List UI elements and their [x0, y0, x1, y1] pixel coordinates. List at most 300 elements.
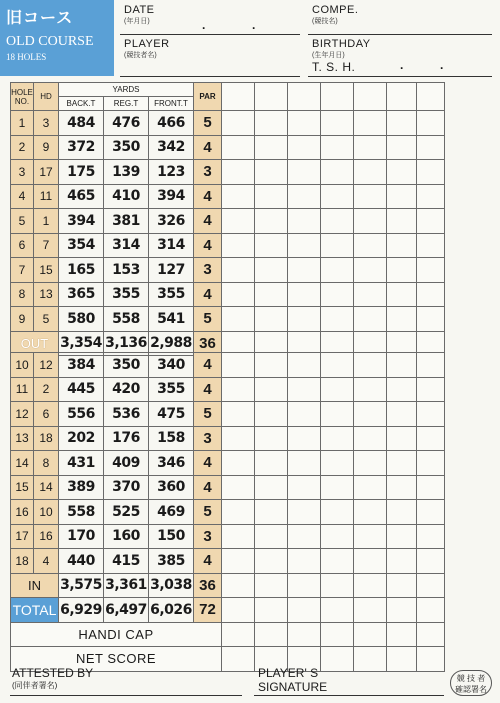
score-cell[interactable]: [387, 451, 417, 476]
par-value: 4: [194, 353, 222, 378]
yards-front: 355: [149, 377, 194, 402]
score-col: [417, 83, 445, 111]
handicap-index: 17: [34, 160, 59, 185]
par-value: 4: [194, 549, 222, 574]
yards-reg: 355: [104, 282, 149, 307]
score-cell[interactable]: [417, 524, 445, 549]
handicap-index: 13: [34, 282, 59, 307]
handicap-index: 7: [34, 233, 59, 258]
in-total: [11, 573, 445, 598]
score-cell[interactable]: [288, 451, 321, 476]
hole-row: [11, 258, 445, 283]
score-cell[interactable]: [387, 209, 417, 234]
grand-total: [11, 598, 445, 623]
out-total-front: 2,988: [149, 331, 194, 356]
score-cell[interactable]: [288, 524, 321, 549]
yards-back: 465: [59, 184, 104, 209]
score-cell[interactable]: [417, 598, 445, 623]
score-cell[interactable]: [222, 258, 255, 283]
score-cell[interactable]: [222, 402, 255, 427]
score-cell[interactable]: [417, 353, 445, 378]
yards-front: 326: [149, 209, 194, 234]
par-value: 4: [194, 209, 222, 234]
in-total-reg: 3,361: [104, 573, 149, 598]
yards-reg: 476: [104, 111, 149, 136]
score-cell[interactable]: [321, 524, 354, 549]
score-cell[interactable]: [288, 353, 321, 378]
par-value: 4: [194, 233, 222, 258]
hole-row: [11, 402, 445, 427]
score-cell[interactable]: [354, 573, 387, 598]
yards-reg: 139: [104, 160, 149, 185]
par-value: 5: [194, 111, 222, 136]
score-cell[interactable]: [288, 307, 321, 332]
yards-back: 558: [59, 500, 104, 525]
course-name-en: OLD COURSE: [6, 34, 94, 49]
score-cell[interactable]: [354, 233, 387, 258]
score-cell[interactable]: [255, 353, 288, 378]
score-cell[interactable]: [417, 451, 445, 476]
score-cell[interactable]: [387, 573, 417, 598]
score-cell[interactable]: [222, 111, 255, 136]
out-total-reg: 3,136: [104, 331, 149, 356]
hole-row: [11, 160, 445, 185]
score-cell[interactable]: [354, 282, 387, 307]
hole-row: [11, 111, 445, 136]
score-cell[interactable]: [387, 647, 417, 672]
score-cell[interactable]: [417, 184, 445, 209]
yards-reg: 381: [104, 209, 149, 234]
handicap-index: 2: [34, 377, 59, 402]
yards-back: 365: [59, 282, 104, 307]
score-cell[interactable]: [222, 451, 255, 476]
score-cell[interactable]: [321, 353, 354, 378]
score-cell[interactable]: [255, 500, 288, 525]
score-col: [354, 83, 387, 111]
score-cell[interactable]: [417, 307, 445, 332]
score-cell[interactable]: [321, 549, 354, 574]
yards-reg: 160: [104, 524, 149, 549]
score-cell[interactable]: [321, 402, 354, 427]
score-cell[interactable]: [354, 377, 387, 402]
handicap-row-label: HANDI CAP: [11, 622, 222, 647]
out-body: [11, 83, 445, 356]
par-value: 4: [194, 475, 222, 500]
score-cell[interactable]: [387, 500, 417, 525]
yards-reg: 420: [104, 377, 149, 402]
score-cell[interactable]: [222, 160, 255, 185]
handicap-index: 6: [34, 402, 59, 427]
column-header-row: [11, 83, 445, 97]
yards-back: 431: [59, 451, 104, 476]
score-cell[interactable]: [288, 475, 321, 500]
score-cell[interactable]: [387, 353, 417, 378]
yards-reg: 176: [104, 426, 149, 451]
score-cell[interactable]: [255, 282, 288, 307]
hole-number: 14: [11, 451, 34, 476]
grand-total-par: 72: [194, 598, 222, 623]
handicap-index: 1: [34, 209, 59, 234]
yards-front: 355: [149, 282, 194, 307]
score-cell[interactable]: [321, 258, 354, 283]
date-underline: [120, 34, 300, 35]
score-cell[interactable]: [354, 500, 387, 525]
hole-row: [11, 549, 445, 574]
score-cell[interactable]: [354, 258, 387, 283]
score-cell[interactable]: [222, 598, 255, 623]
score-cell[interactable]: [321, 160, 354, 185]
score-cell[interactable]: [354, 307, 387, 332]
score-cell[interactable]: [417, 500, 445, 525]
score-cell[interactable]: [222, 549, 255, 574]
score-cell[interactable]: [417, 233, 445, 258]
score-cell[interactable]: [387, 549, 417, 574]
score-cell[interactable]: [354, 524, 387, 549]
score-cell[interactable]: [222, 573, 255, 598]
score-cell[interactable]: [288, 598, 321, 623]
hole-number: 9: [11, 307, 34, 332]
col-reg: REG.T: [104, 97, 149, 111]
hole-row: [11, 451, 445, 476]
yards-back: 354: [59, 233, 104, 258]
signature-underline: [254, 695, 444, 696]
score-cell[interactable]: [321, 598, 354, 623]
score-cell[interactable]: [321, 475, 354, 500]
yards-front: 127: [149, 258, 194, 283]
score-cell[interactable]: [222, 377, 255, 402]
confirmation-stamp: 競 技 者 確認署名: [450, 670, 492, 696]
score-cell[interactable]: [354, 451, 387, 476]
hole-row: [11, 377, 445, 402]
yards-front: 466: [149, 111, 194, 136]
score-cell[interactable]: [288, 402, 321, 427]
score-cell[interactable]: [387, 135, 417, 160]
score-cell[interactable]: [321, 451, 354, 476]
in-body: [11, 353, 445, 672]
score-cell[interactable]: [417, 209, 445, 234]
attested-underline: [10, 695, 242, 696]
score-cell[interactable]: [417, 622, 445, 647]
par-value: 5: [194, 307, 222, 332]
score-cell[interactable]: [255, 160, 288, 185]
hole-row: [11, 209, 445, 234]
yards-reg: 409: [104, 451, 149, 476]
score-cell[interactable]: [417, 111, 445, 136]
par-value: 4: [194, 135, 222, 160]
score-cell[interactable]: [387, 307, 417, 332]
yards-back: 445: [59, 377, 104, 402]
birthday-separator: .: [400, 58, 404, 72]
score-cell[interactable]: [321, 184, 354, 209]
score-cell[interactable]: [321, 622, 354, 647]
yards-reg: 558: [104, 307, 149, 332]
yards-back: 175: [59, 160, 104, 185]
compe-underline: [308, 34, 492, 35]
score-cell[interactable]: [354, 549, 387, 574]
score-cell[interactable]: [255, 475, 288, 500]
par-value: 4: [194, 184, 222, 209]
tsh-label: T. S. H.: [312, 60, 356, 74]
score-cell[interactable]: [222, 500, 255, 525]
score-cell[interactable]: [417, 426, 445, 451]
yards-back: 484: [59, 111, 104, 136]
score-cell[interactable]: [417, 282, 445, 307]
birthday-field: BIRTHDAY (生年月日) T. S. H.: [312, 38, 371, 74]
hole-number: 11: [11, 377, 34, 402]
hole-row: [11, 184, 445, 209]
score-cell[interactable]: [288, 209, 321, 234]
score-cell[interactable]: [321, 307, 354, 332]
hole-number: 3: [11, 160, 34, 185]
holes-label: 18 HOLES: [6, 52, 47, 62]
score-cell[interactable]: [354, 647, 387, 672]
score-cell[interactable]: [255, 573, 288, 598]
score-cell[interactable]: [417, 160, 445, 185]
score-cell[interactable]: [417, 647, 445, 672]
score-cell[interactable]: [288, 549, 321, 574]
col-back: BACK.T: [59, 97, 104, 111]
attested-field: ATTESTED BY (同伴者署名): [12, 666, 94, 690]
score-cell[interactable]: [417, 135, 445, 160]
in-total-front: 3,038: [149, 573, 194, 598]
yards-front: 469: [149, 500, 194, 525]
score-cell[interactable]: [288, 111, 321, 136]
score-cell[interactable]: [417, 377, 445, 402]
score-cell[interactable]: [417, 258, 445, 283]
hole-number: 7: [11, 258, 34, 283]
date-separator: .: [252, 18, 256, 32]
score-cell[interactable]: [354, 111, 387, 136]
hole-number: 10: [11, 353, 34, 378]
score-cell[interactable]: [321, 500, 354, 525]
score-cell[interactable]: [321, 233, 354, 258]
hole-row: [11, 135, 445, 160]
yards-front: 385: [149, 549, 194, 574]
score-cell[interactable]: [387, 160, 417, 185]
par-value: 4: [194, 282, 222, 307]
hole-row: [11, 524, 445, 549]
score-cell[interactable]: [222, 209, 255, 234]
hole-row: [11, 282, 445, 307]
yards-front: 541: [149, 307, 194, 332]
score-cell[interactable]: [354, 426, 387, 451]
score-cell[interactable]: [222, 233, 255, 258]
score-cell[interactable]: [255, 111, 288, 136]
score-cell[interactable]: [387, 475, 417, 500]
score-cell[interactable]: [387, 111, 417, 136]
yards-reg: 153: [104, 258, 149, 283]
yards-front: 123: [149, 160, 194, 185]
par-value: 3: [194, 160, 222, 185]
out-total-back: 3,354: [59, 331, 104, 356]
grand-total-back: 6,929: [59, 598, 104, 623]
in-total-label: IN: [11, 573, 59, 598]
handicap-index: 18: [34, 426, 59, 451]
score-cell[interactable]: [222, 426, 255, 451]
score-cell[interactable]: [387, 377, 417, 402]
handicap-row: [11, 622, 445, 647]
hole-row: [11, 353, 445, 378]
handicap-index: 15: [34, 258, 59, 283]
score-cell[interactable]: [255, 402, 288, 427]
score-cell[interactable]: [255, 549, 288, 574]
score-cell[interactable]: [387, 233, 417, 258]
score-col: [288, 83, 321, 111]
yards-reg: 350: [104, 353, 149, 378]
par-value: 4: [194, 377, 222, 402]
col-hole: HOLE NO.: [11, 83, 34, 111]
hole-row: [11, 475, 445, 500]
score-cell[interactable]: [387, 524, 417, 549]
handicap-index: 8: [34, 451, 59, 476]
yards-back: 372: [59, 135, 104, 160]
score-cell[interactable]: [417, 475, 445, 500]
score-cell[interactable]: [321, 111, 354, 136]
hole-number: 16: [11, 500, 34, 525]
hole-number: 17: [11, 524, 34, 549]
score-cell[interactable]: [321, 209, 354, 234]
col-par: PAR: [194, 83, 222, 111]
yards-back: 394: [59, 209, 104, 234]
out-total-label: OUT: [11, 331, 59, 356]
score-cell[interactable]: [354, 598, 387, 623]
yards-back: 170: [59, 524, 104, 549]
score-cell[interactable]: [255, 135, 288, 160]
score-cell[interactable]: [387, 622, 417, 647]
hole-number: 8: [11, 282, 34, 307]
score-cell[interactable]: [354, 184, 387, 209]
score-cell[interactable]: [222, 184, 255, 209]
par-value: 4: [194, 451, 222, 476]
score-cell[interactable]: [222, 307, 255, 332]
score-cell[interactable]: [321, 426, 354, 451]
yards-front: 314: [149, 233, 194, 258]
par-value: 3: [194, 258, 222, 283]
score-cell[interactable]: [222, 647, 255, 672]
in-total-back: 3,575: [59, 573, 104, 598]
score-cell[interactable]: [222, 282, 255, 307]
score-cell[interactable]: [387, 426, 417, 451]
score-cell[interactable]: [255, 307, 288, 332]
yards-front: 360: [149, 475, 194, 500]
score-cell[interactable]: [222, 135, 255, 160]
score-cell[interactable]: [321, 135, 354, 160]
hole-number: 13: [11, 426, 34, 451]
score-col: [255, 83, 288, 111]
score-cell[interactable]: [288, 135, 321, 160]
score-cell[interactable]: [255, 258, 288, 283]
score-cell[interactable]: [354, 209, 387, 234]
score-cell[interactable]: [288, 573, 321, 598]
hole-number: 15: [11, 475, 34, 500]
hole-number: 18: [11, 549, 34, 574]
yards-back: 202: [59, 426, 104, 451]
score-cell[interactable]: [354, 402, 387, 427]
score-cell[interactable]: [255, 426, 288, 451]
yards-back: 580: [59, 307, 104, 332]
handicap-index: 9: [34, 135, 59, 160]
yards-front: 342: [149, 135, 194, 160]
score-cell[interactable]: [354, 160, 387, 185]
score-cell[interactable]: [255, 598, 288, 623]
score-cell[interactable]: [321, 282, 354, 307]
yards-reg: 536: [104, 402, 149, 427]
yards-reg: 415: [104, 549, 149, 574]
compe-field: COMPE. (競技名): [312, 4, 359, 25]
yards-back: 384: [59, 353, 104, 378]
yards-reg: 370: [104, 475, 149, 500]
hole-row: [11, 233, 445, 258]
yards-back: 556: [59, 402, 104, 427]
par-value: 3: [194, 426, 222, 451]
score-cell[interactable]: [288, 500, 321, 525]
score-cell[interactable]: [222, 475, 255, 500]
yards-reg: 350: [104, 135, 149, 160]
score-cell[interactable]: [288, 184, 321, 209]
score-cell[interactable]: [255, 233, 288, 258]
score-cell[interactable]: [321, 377, 354, 402]
yards-back: 389: [59, 475, 104, 500]
player-underline: [120, 76, 300, 77]
score-cell[interactable]: [222, 353, 255, 378]
date-separator: .: [202, 18, 206, 32]
score-cell[interactable]: [288, 282, 321, 307]
handicap-index: 3: [34, 111, 59, 136]
hole-number: 12: [11, 402, 34, 427]
score-cell[interactable]: [387, 184, 417, 209]
score-cell[interactable]: [354, 353, 387, 378]
score-cell[interactable]: [255, 377, 288, 402]
score-cell[interactable]: [387, 282, 417, 307]
score-cell[interactable]: [354, 135, 387, 160]
score-cell[interactable]: [288, 258, 321, 283]
score-cell[interactable]: [288, 233, 321, 258]
score-cell[interactable]: [354, 622, 387, 647]
score-cell[interactable]: [222, 524, 255, 549]
par-value: 3: [194, 524, 222, 549]
course-name-jp: 旧コース: [6, 10, 74, 27]
score-cell[interactable]: [255, 451, 288, 476]
score-cell[interactable]: [255, 622, 288, 647]
date-field: DATE (年月日): [124, 4, 155, 25]
handicap-index: 10: [34, 500, 59, 525]
yards-front: 340: [149, 353, 194, 378]
score-cell[interactable]: [417, 573, 445, 598]
hole-number: 2: [11, 135, 34, 160]
birthday-underline: [308, 76, 492, 77]
score-cell[interactable]: [222, 622, 255, 647]
score-cell[interactable]: [255, 524, 288, 549]
score-cell[interactable]: [288, 160, 321, 185]
score-cell[interactable]: [321, 573, 354, 598]
handicap-index: 16: [34, 524, 59, 549]
hole-number: 4: [11, 184, 34, 209]
score-cell[interactable]: [417, 549, 445, 574]
hole-row: [11, 500, 445, 525]
score-cell[interactable]: [354, 475, 387, 500]
score-cell[interactable]: [255, 209, 288, 234]
score-cell[interactable]: [255, 184, 288, 209]
score-cell[interactable]: [288, 377, 321, 402]
score-cell[interactable]: [387, 598, 417, 623]
score-cell[interactable]: [417, 402, 445, 427]
score-cell[interactable]: [387, 402, 417, 427]
col-hd: HD: [34, 83, 59, 111]
score-cell[interactable]: [288, 426, 321, 451]
score-cell[interactable]: [288, 622, 321, 647]
player-field: PLAYER (競技者名): [124, 38, 170, 59]
score-cell[interactable]: [387, 258, 417, 283]
